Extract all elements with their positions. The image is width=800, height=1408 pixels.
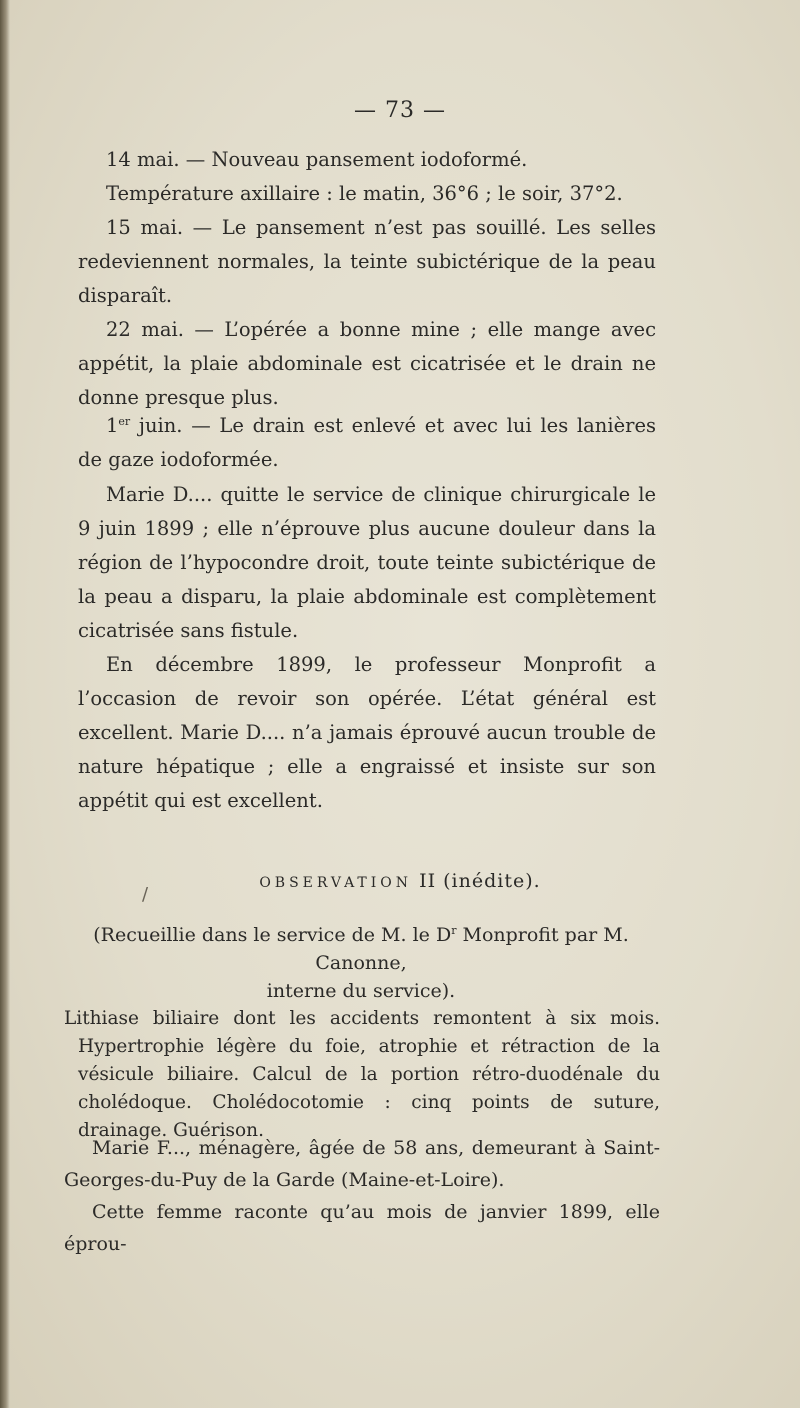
paragraph-june-1 — [78, 409, 656, 477]
observation-note-part-a: (Recueillie dans le service de M. le D — [93, 924, 452, 946]
paragraph-may-14: 14 mai. — Nouveau pansement iodoformé. — [106, 148, 528, 171]
june-day: 1 — [106, 414, 119, 437]
page-number: — 73 — — [354, 98, 446, 123]
observation-note-sup: r — [451, 924, 457, 937]
observation-patient-paragraph: Marie F..., ménagère, âgée de 58 ans, demeurant à Saint-Georges-du-Puy de la Garde (Maine-et-Loire). — [64, 1137, 660, 1191]
june-day-suffix: er — [118, 415, 131, 428]
book-spine-shadow — [0, 0, 10, 1408]
observation-title-caps: OBSERVATION — [259, 875, 413, 891]
paragraph-discharge: Marie D.... quitte le service de clinique chirurgicale le 9 juin 1899 ; elle n’éprouve plus aucune douleur dans la région de l’hypocondre droit, toute teinte subictérique de la peau a disparu, la plaie abdominale est complètement cicatrisée sans fistule. — [78, 483, 656, 642]
paragraph-temperature: Température axillaire : le matin, 36°6 ; le soir, 37°2. — [106, 182, 623, 205]
paragraph-may-15: 15 mai. — Le pansement n’est pas souillé. Les selles redeviennent normales, la teinte subictérique de la peau disparaît. — [78, 216, 656, 307]
observation-title-rest: II (inédite). — [412, 870, 541, 892]
observation-title — [0, 870, 800, 892]
stray-pencil-mark: / — [142, 884, 149, 905]
observation-history-paragraph: Cette femme raconte qu’au mois de janvier 1899, elle éprou- — [64, 1201, 660, 1255]
observation-note-part-b: Monprofit par M. Canonne, — [315, 924, 629, 974]
june-text: juin. — Le drain est enlevé et avec lui les lanières de gaze iodoformée. — [78, 414, 656, 471]
observation-note-line2: interne du service). — [266, 980, 456, 1002]
paragraph-may-22: 22 mai. — L’opérée a bonne mine ; elle mange avec appétit, la plaie abdominale est cicatrisée et le drain ne donne presque plus. — [78, 318, 656, 409]
observation-summary — [64, 1005, 660, 1145]
observation-note — [66, 921, 656, 1005]
observation-summary-text: Lithiase biliaire dont les accidents remontent à six mois. Hypertrophie légère du foie, atrophie et rétraction de la vésicule biliaire. Calcul de la portion rétro-duodénale du cholédoque. Cholédocotomie : cinq points de suture, drainage. Guérison. — [64, 1008, 660, 1141]
paragraph-december: En décembre 1899, le professeur Monprofit a l’occasion de revoir son opérée. L’état général est excellent. Marie D.... n’a jamais éprouvé aucun trouble de nature hépatique ; elle a engraissé et insiste sur son appétit qui est excellent. — [78, 653, 656, 812]
